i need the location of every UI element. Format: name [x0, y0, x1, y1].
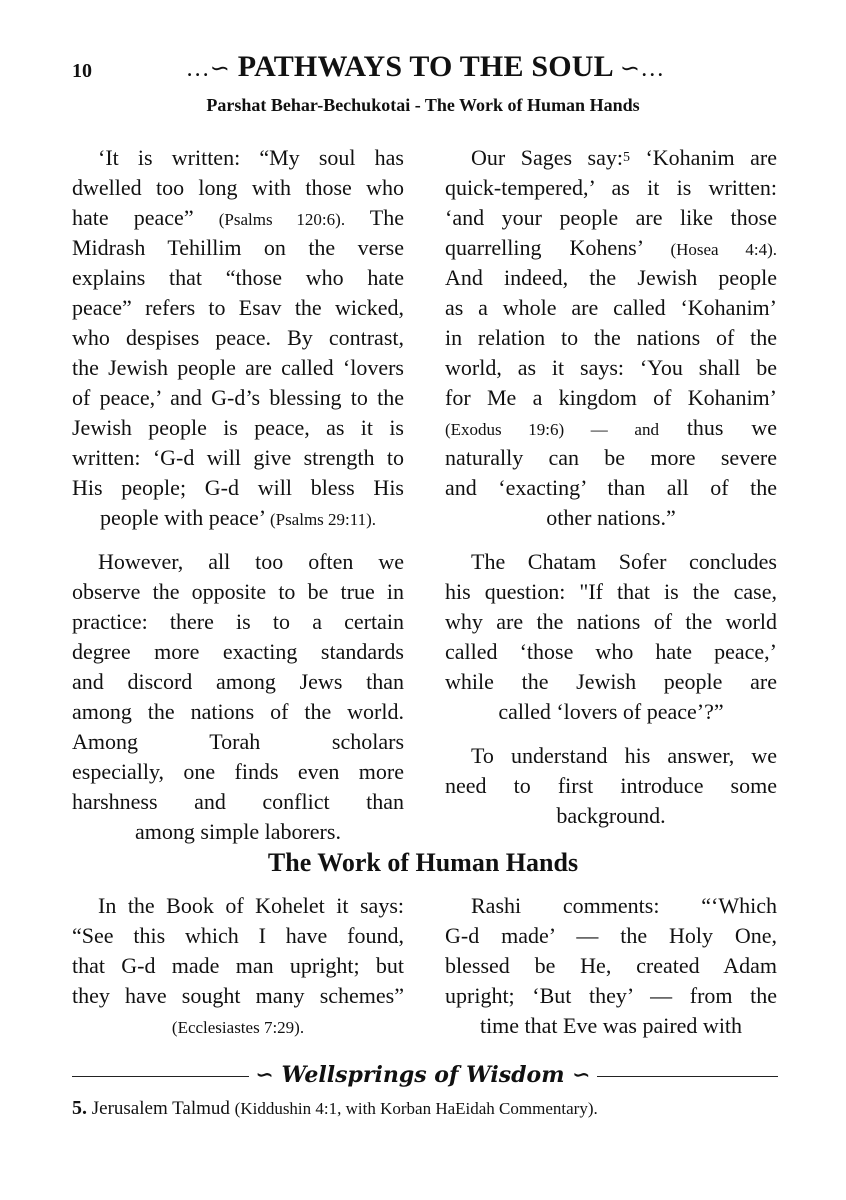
text-line — [72, 547, 404, 577]
paragraph — [72, 891, 404, 1041]
text-segment: Jewish people is peace, as it is — [72, 415, 404, 440]
text-line — [72, 1011, 404, 1041]
text-segment: who despises peace. By contrast, — [72, 325, 404, 350]
text-segment: peace” refers to Esav the wicked, — [72, 295, 404, 320]
citation: (Ecclesiastes 7:29). — [171, 1018, 305, 1037]
text-segment: degree more exacting standards — [72, 639, 404, 664]
text-line — [445, 1011, 777, 1041]
text-line — [72, 817, 404, 847]
paragraph — [445, 741, 777, 831]
text-segment: quick-tempered,’ as it is written: — [445, 175, 777, 200]
section2-right-column — [445, 891, 777, 1055]
text-segment: while the Jewish people are — [445, 669, 777, 694]
text-segment: for Me a kingdom of Kohanim’ — [445, 385, 777, 410]
text-segment: the Jewish people are called ‘lovers — [72, 355, 404, 380]
text-line — [72, 413, 404, 443]
section1-left-column — [72, 143, 404, 861]
text-segment: and discord among Jews than — [72, 669, 404, 694]
text-line — [445, 981, 777, 1011]
text-segment: time that Eve was paired with — [479, 1013, 743, 1038]
text-segment: that G-d made man upright; but — [72, 953, 404, 978]
citation: (Psalms 120:6). — [218, 210, 346, 229]
citation: (Hosea 4:4). — [670, 240, 777, 259]
text-line — [445, 697, 777, 727]
text-segment: as a whole are called ‘Kohanim’ — [445, 295, 777, 320]
text-line — [445, 233, 777, 263]
text-line — [445, 921, 777, 951]
text-segment: thus we — [658, 415, 778, 440]
text-line — [445, 771, 777, 801]
footnote-text: Jerusalem Talmud — [91, 1098, 230, 1119]
text-segment: especially, one finds even more — [72, 759, 404, 784]
footnote-ref: (Kiddushin 4:1, with Korban HaEidah Commentary). — [234, 1099, 598, 1118]
text-segment: ‘It is written: “My soul has — [98, 145, 404, 170]
text-line — [72, 173, 404, 203]
text-segment: dwelled too long with those who — [72, 175, 404, 200]
footer-ornament-text: Wellsprings of Wisdom — [281, 1062, 565, 1088]
text-line — [72, 891, 404, 921]
text-segment: observe the opposite to be true in — [72, 579, 404, 604]
text-segment: upright; ‘But they’ — from the — [445, 983, 777, 1008]
text-segment: Midrash Tehillim on the verse — [72, 235, 404, 260]
text-segment: ‘Kohanim are — [629, 145, 778, 170]
text-line — [445, 547, 777, 577]
text-line — [445, 473, 777, 503]
text-segment: world, as it says: ‘You shall be — [445, 355, 777, 380]
text-line — [445, 413, 777, 443]
text-segment: His people; G-d will bless His — [72, 475, 404, 500]
text-line — [72, 473, 404, 503]
text-segment: However, all too often we — [98, 549, 404, 574]
paragraph — [445, 891, 777, 1041]
text-segment: why are the nations of the world — [445, 609, 777, 634]
text-line — [445, 383, 777, 413]
text-line — [72, 503, 404, 533]
text-segment: hate peace” — [72, 205, 219, 230]
ornament-left-icon: …∽ — [185, 56, 231, 82]
section2-left-column — [72, 891, 404, 1055]
text-line — [72, 787, 404, 817]
text-line — [72, 757, 404, 787]
text-segment: To understand his answer, we — [471, 743, 777, 768]
text-segment: The — [345, 205, 405, 230]
text-segment: And indeed, the Jewish people — [445, 265, 777, 290]
text-line — [445, 143, 777, 173]
text-segment: called ‘lovers of peace’?” — [498, 699, 724, 724]
text-segment: harshness and conflict than — [72, 789, 404, 814]
text-segment: people with peace’ — [99, 505, 270, 530]
text-segment: explains that “those who hate — [72, 265, 404, 290]
text-segment: Our Sages say: — [471, 145, 623, 170]
section-heading: The Work of Human Hands — [267, 848, 579, 877]
text-segment: other nations.” — [546, 505, 676, 530]
footer-ornament: ∽ Wellsprings of Wisdom ∽ — [0, 1062, 846, 1088]
book-title: PATHWAYS TO THE SOUL — [237, 50, 613, 83]
citation: (Psalms 29:11). — [269, 510, 377, 529]
footnote — [72, 1097, 598, 1120]
text-line — [72, 667, 404, 697]
text-line — [445, 891, 777, 921]
text-segment: “See this which I have found, — [72, 923, 404, 948]
text-line — [445, 801, 777, 831]
text-segment: quarrelling Kohens’ — [445, 235, 671, 260]
paragraph — [72, 547, 404, 847]
running-title — [130, 50, 720, 84]
text-line — [445, 443, 777, 473]
text-line — [72, 607, 404, 637]
text-line — [72, 263, 404, 293]
text-line — [445, 263, 777, 293]
footnote-number: 5. — [72, 1097, 87, 1119]
text-line — [72, 577, 404, 607]
text-segment: written: ‘G-d will give strength to — [72, 445, 404, 470]
text-line — [72, 353, 404, 383]
text-line — [445, 637, 777, 667]
text-line — [72, 203, 404, 233]
text-segment: they have sought many schemes” — [72, 983, 404, 1008]
text-segment: G-d made’ — the Holy One, — [445, 923, 777, 948]
text-line — [72, 637, 404, 667]
text-segment: in relation to the nations of the — [445, 325, 777, 350]
text-line — [72, 233, 404, 263]
text-segment: Among Torah scholars — [72, 729, 404, 754]
text-line — [445, 323, 777, 353]
text-segment: ‘and your people are like those — [445, 205, 777, 230]
text-segment: his question: "If that is the case, — [445, 579, 777, 604]
text-segment: among simple laborers. — [135, 819, 341, 844]
page-number: 10 — [72, 60, 92, 82]
text-segment: background. — [556, 803, 666, 828]
text-line — [72, 443, 404, 473]
text-line — [445, 951, 777, 981]
ornament-right-icon: ∽… — [619, 56, 665, 82]
text-line — [445, 667, 777, 697]
text-segment: Rashi comments: “‘Which — [471, 893, 777, 918]
paragraph — [445, 547, 777, 727]
paragraph — [445, 143, 777, 533]
text-line — [445, 503, 777, 533]
text-segment: among the nations of the world. — [72, 699, 404, 724]
text-line — [72, 323, 404, 353]
chapter-subtitle: Parshat Behar-Bechukotai - The Work of Human Hands — [206, 95, 640, 115]
text-segment: The Chatam Sofer concludes — [471, 549, 777, 574]
text-segment: practice: there is to a certain — [72, 609, 404, 634]
text-line — [72, 921, 404, 951]
text-line — [72, 951, 404, 981]
text-segment: blessed be He, created Adam — [445, 953, 777, 978]
text-line — [72, 143, 404, 173]
text-line — [445, 293, 777, 323]
text-segment: of peace,’ and G-d’s blessing to the — [72, 385, 404, 410]
section1-right-column — [445, 143, 777, 845]
text-segment: and ‘exacting’ than all of the — [445, 475, 777, 500]
text-line — [72, 727, 404, 757]
text-line — [445, 607, 777, 637]
text-line — [72, 697, 404, 727]
citation: (Exodus 19:6) — and — [445, 420, 659, 439]
text-line — [445, 741, 777, 771]
paragraph — [72, 143, 404, 533]
text-line — [72, 981, 404, 1011]
footnote-marker: 5 — [622, 150, 630, 165]
text-line — [445, 353, 777, 383]
text-line — [72, 293, 404, 323]
text-segment: called ‘those who hate peace,’ — [445, 639, 777, 664]
text-line — [72, 383, 404, 413]
text-segment: In the Book of Kohelet it says: — [98, 893, 404, 918]
text-segment: need to first introduce some — [445, 773, 777, 798]
text-line — [445, 173, 777, 203]
text-line — [445, 203, 777, 233]
text-line — [445, 577, 777, 607]
text-segment: naturally can be more severe — [445, 445, 777, 470]
